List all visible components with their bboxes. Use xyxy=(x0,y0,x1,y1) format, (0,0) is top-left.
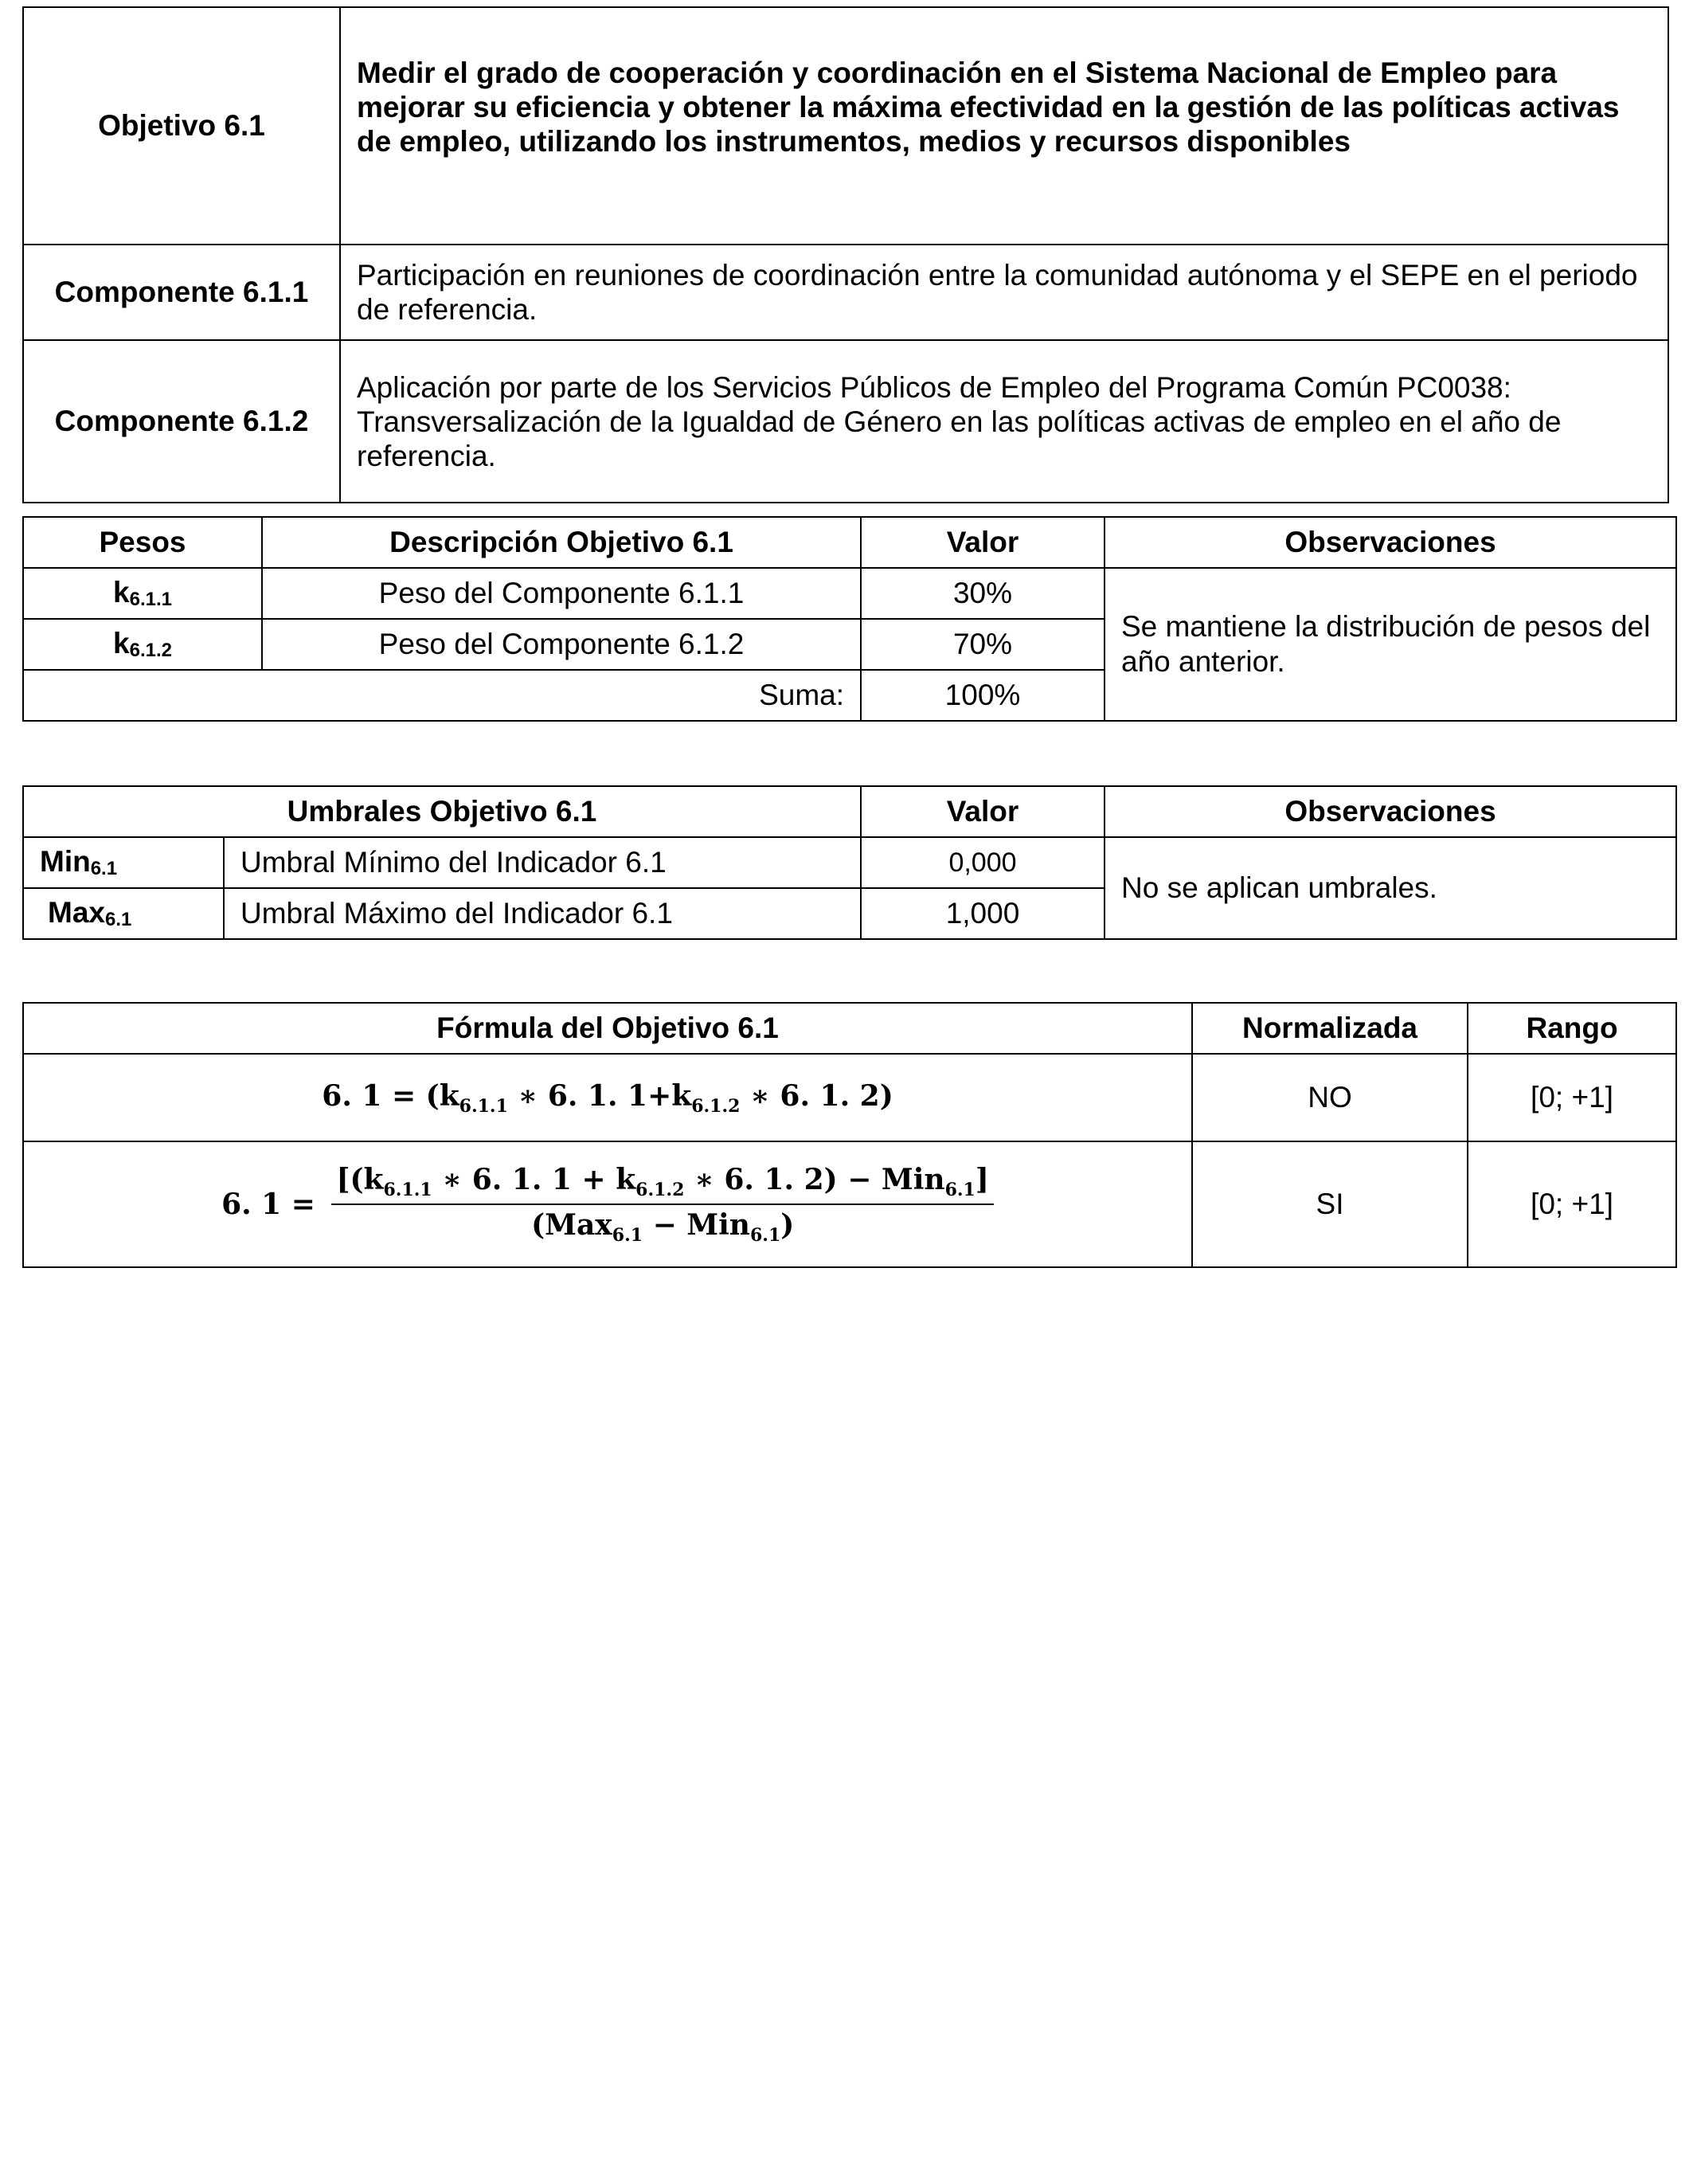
componente-label: Componente 6.1.1 xyxy=(23,245,340,340)
umbrales-header-row xyxy=(23,786,1676,837)
column-header: Observaciones xyxy=(1105,786,1676,837)
componente-row xyxy=(23,340,1668,503)
objetivo-table xyxy=(22,6,1669,503)
umbral-value: 0,000 xyxy=(861,837,1105,888)
peso-value: 30% xyxy=(861,568,1105,619)
table-row xyxy=(23,1141,1676,1267)
column-header: Fórmula del Objetivo 6.1 xyxy=(23,1003,1192,1054)
pesos-header-row xyxy=(23,517,1676,568)
table-row xyxy=(23,568,1676,619)
column-header: Descripción Objetivo 6.1 xyxy=(262,517,861,568)
formula-fraction xyxy=(331,1163,993,1246)
objetivo-row xyxy=(23,7,1668,245)
pesos-observaciones: Se mantiene la distribución de pesos del año anterior. xyxy=(1105,568,1676,721)
column-header: Pesos xyxy=(23,517,262,568)
formula-normalized xyxy=(23,1141,1192,1267)
umbral-description: Umbral Máximo del Indicador 6.1 xyxy=(224,888,861,939)
formula-lhs: 6. 1 = xyxy=(221,1188,315,1221)
componente-label: Componente 6.1.2 xyxy=(23,340,340,503)
peso-symbol: $k_{6.1.1}$ xyxy=(23,568,262,619)
normalizada-value: SI xyxy=(1192,1141,1468,1267)
rango-value: [0; +1] xyxy=(1468,1054,1676,1141)
formula-header-row xyxy=(23,1003,1676,1054)
column-header: Umbrales Objetivo 6.1 xyxy=(23,786,861,837)
column-header: Valor xyxy=(861,786,1105,837)
pesos-table xyxy=(22,516,1677,722)
formula-plain: 6. $1 = (k_{6.1.1}$ ∗ 6. 1. $1+k_{6.1.2}$ ∗ 6. 1. 2) xyxy=(23,1054,1192,1141)
formula-numerator: [($k_{6.1.1}$ ∗ 6. 1. $1 + k_{6.1.2}$ ∗ 6. 1. 2) − Min$_{6.1}$] xyxy=(331,1163,993,1205)
suma-label: Suma: xyxy=(23,670,861,721)
objetivo-label: Objetivo 6.1 xyxy=(23,7,340,245)
table-row xyxy=(23,1054,1676,1141)
umbral-symbol: Max$_{6.1}$ xyxy=(23,888,224,939)
suma-value: 100% xyxy=(861,670,1105,721)
umbrales-table xyxy=(22,785,1677,940)
umbrales-observaciones: No se aplican umbrales. xyxy=(1105,837,1676,939)
table-row xyxy=(23,837,1676,888)
peso-symbol: $k_{6.1.2}$ xyxy=(23,619,262,670)
umbral-description: Umbral Mínimo del Indicador 6.1 xyxy=(224,837,861,888)
componente-text: Participación en reuniones de coordinación entre la comunidad autónoma y el SEPE en el periodo de referencia. xyxy=(340,245,1668,340)
umbral-value: 1,000 xyxy=(861,888,1105,939)
peso-description: Peso del Componente 6.1.2 xyxy=(262,619,861,670)
column-header: Observaciones xyxy=(1105,517,1676,568)
componente-text: Aplicación por parte de los Servicios Públicos de Empleo del Programa Común PC0038: Transversalización de la Igualdad de Género en las políticas activas de empleo en el año de referencia. xyxy=(340,340,1668,503)
objetivo-text: Medir el grado de cooperación y coordinación en el Sistema Nacional de Empleo para mejorar su eficiencia y obtener la máxima efectividad en la gestión de las políticas activas de empleo, utilizando los instrumentos, medios y recursos disponibles xyxy=(340,7,1668,245)
umbral-symbol: Min$_{6.1}$ xyxy=(23,837,224,888)
column-header: Rango xyxy=(1468,1003,1676,1054)
formula-table xyxy=(22,1002,1677,1268)
column-header: Normalizada xyxy=(1192,1003,1468,1054)
peso-value: 70% xyxy=(861,619,1105,670)
formula-denominator: (Max$_{6.1}$ − Min$_{6.1}$) xyxy=(531,1208,795,1246)
column-header: Valor xyxy=(861,517,1105,568)
normalizada-value: NO xyxy=(1192,1054,1468,1141)
peso-description: Peso del Componente 6.1.1 xyxy=(262,568,861,619)
rango-value: [0; +1] xyxy=(1468,1141,1676,1267)
componente-row xyxy=(23,245,1668,340)
